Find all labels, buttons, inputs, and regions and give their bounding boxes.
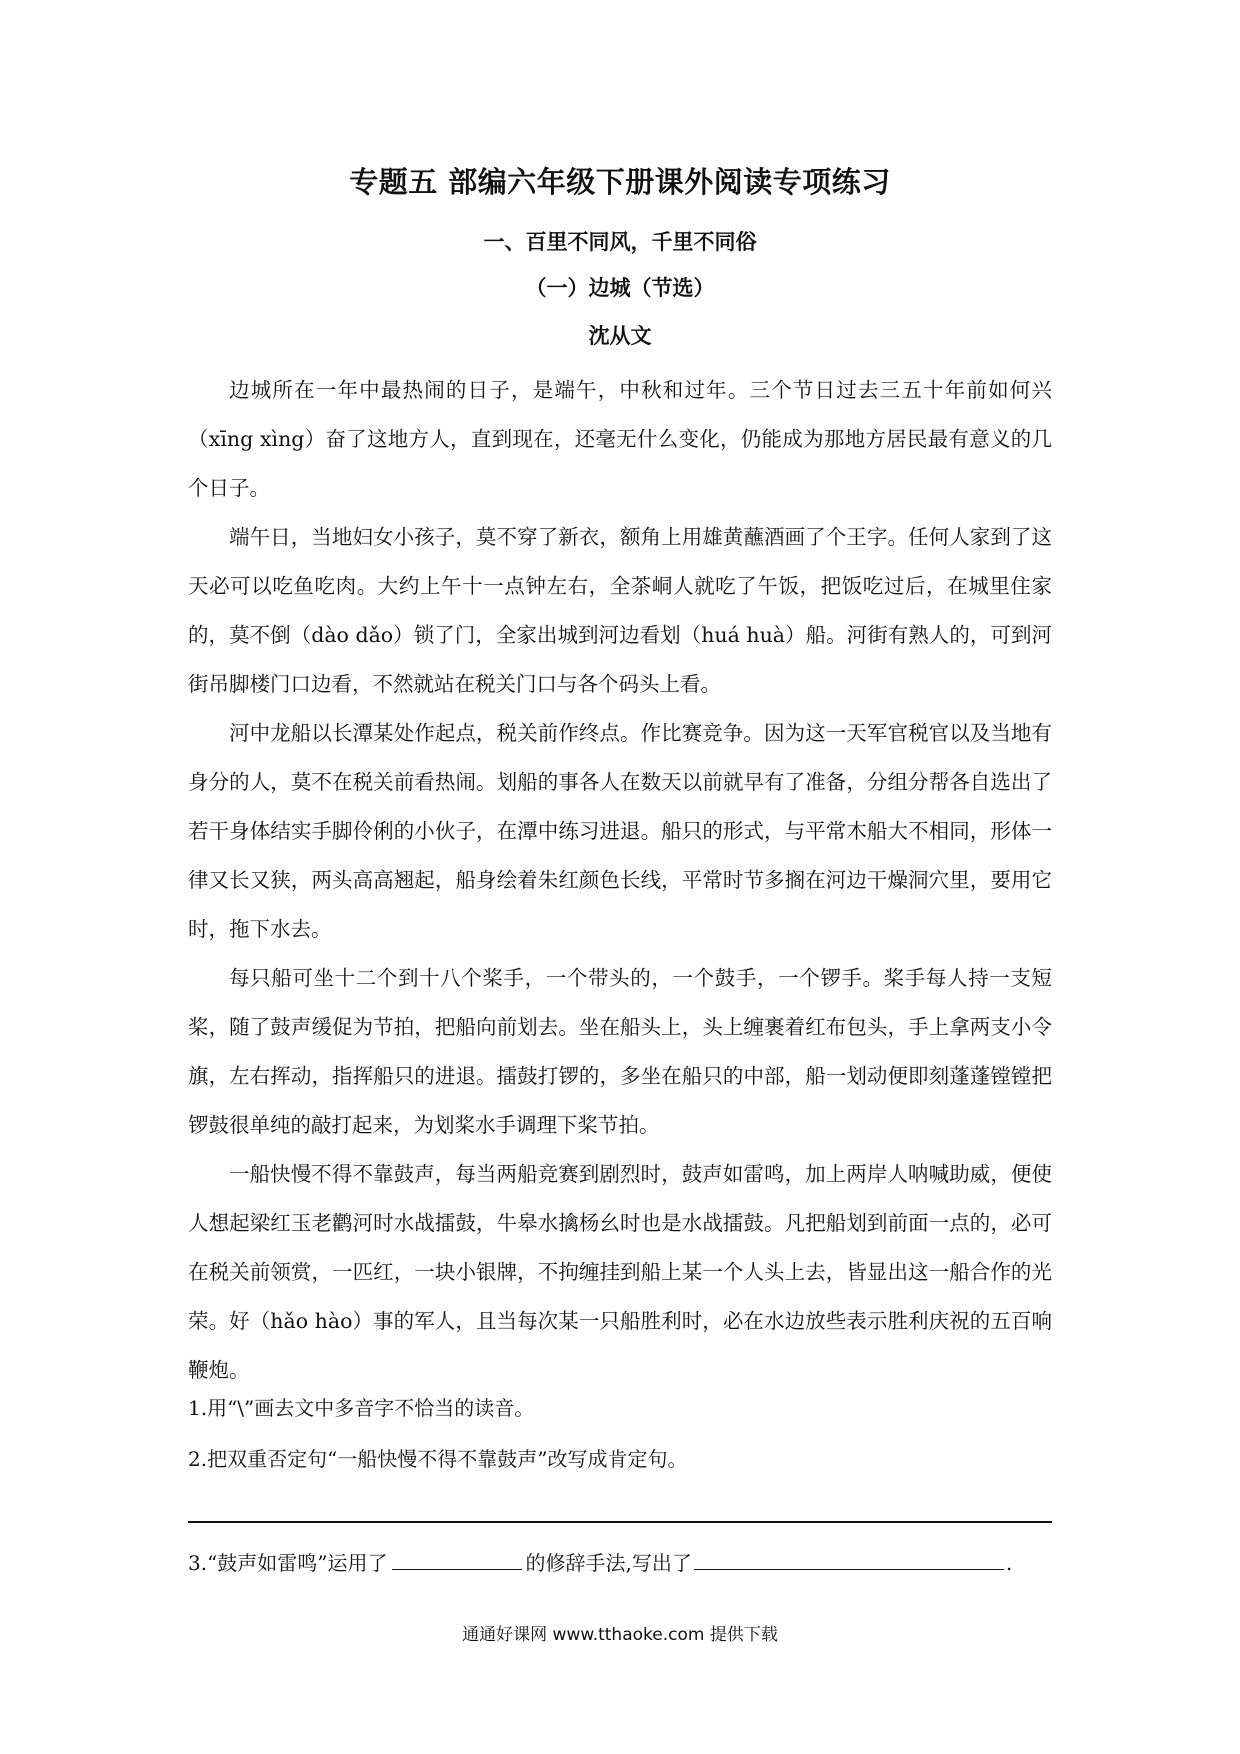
question-3-text-b: 的修辞手法,写出了 [525, 1551, 692, 1575]
paragraph: 端午日，当地妇女小孩子，莫不穿了新衣，额角上用雄黄蘸酒画了个王字。任何人家到了这天必可以吃鱼吃肉。大约上午十一点钟左右，全茶峒人就吃了午饭，把饭吃过后，在城里住家的，莫不倒（dào dǎo）锁了门，全家出城到河边看划（huá huà）船。河街有熟人的，可到河街吊脚楼门口边看，不然就站在税关门口与各个码头上看。 [188, 525, 1052, 696]
article-title: （一）边城（节选） [525, 276, 715, 300]
section-heading: 一、百里不同风，千里不同俗 [483, 230, 757, 254]
answer-line [188, 1521, 1052, 1523]
paragraph: 河中龙船以长潭某处作起点，税关前作终点。作比赛竞争。因为这一天军官税官以及当地有身分的人，莫不在税关前看热闹。划船的事各人在数天以前就早有了准备，分组分帮各自选出了若干身体结实手脚伶俐的小伙子，在潭中练习进退。船只的形式，与平常木船大不相同，形体一律又长又狭，两头高高翘起，船身绘着朱红颜色长线，平常时节多搁在河边干燥洞穴里，要用它时，拖下水去。 [188, 721, 1052, 941]
page-title: 专题五 部编六年级下册课外阅读专项练习 [349, 165, 891, 199]
paragraph: 一船快慢不得不靠鼓声，每当两船竞赛到剧烈时，鼓声如雷鸣，加上两岸人呐喊助威，便使人想起梁红玉老鹳河时水战擂鼓，牛皋水擒杨幺时也是水战擂鼓。凡把船划到前面一点的，必可在税关前领赏，一匹红，一块小银牌，不拘缠挂到船上某一个人头上去，皆显出这一船合作的光荣。好（hǎo hào）事的军人，且当每次某一只船胜利时，必在水边放些表示胜利庆祝的五百响鞭炮。 [188, 1162, 1052, 1382]
question-2: 2.把双重否定句“一船快慢不得不靠鼓声”改写成肯定句。 [188, 1447, 688, 1471]
answer-blank-1 [392, 1549, 522, 1570]
article-body [188, 366, 1052, 1395]
question-3-text-a: 3.“鼓声如雷鸣”运用了 [188, 1551, 388, 1575]
paragraph: 每只船可坐十二个到十八个桨手，一个带头的，一个鼓手，一个锣手。桨手每人持一支短桨，随了鼓声缓促为节拍，把船向前划去。坐在船头上，头上缠裹着红布包头，手上拿两支小令旗，左右挥动，指挥船只的进退。擂鼓打锣的，多坐在船只的中部，船一划动便即刻蓬蓬镗镗把锣鼓很单纯的敲打起来，为划桨水手调理下桨节拍。 [188, 966, 1052, 1137]
question-1: 1.用“\”画去文中多音字不恰当的读音。 [188, 1396, 535, 1420]
question-3 [188, 1547, 1052, 1576]
footer-text: 通通好课网 www.tthaoke.com 提供下载 [462, 1625, 778, 1645]
answer-blank-2 [694, 1549, 1004, 1570]
paragraph: 边城所在一年中最热闹的日子，是端午，中秋和过年。三个节日过去三五十年前如何兴（xīng xìng）奋了这地方人，直到现在，还毫无什么变化，仍能成为那地方居民最有意义的几个日子。 [188, 378, 1052, 500]
author-name: 沈从文 [588, 324, 652, 348]
question-3-end: . [1005, 1551, 1013, 1575]
